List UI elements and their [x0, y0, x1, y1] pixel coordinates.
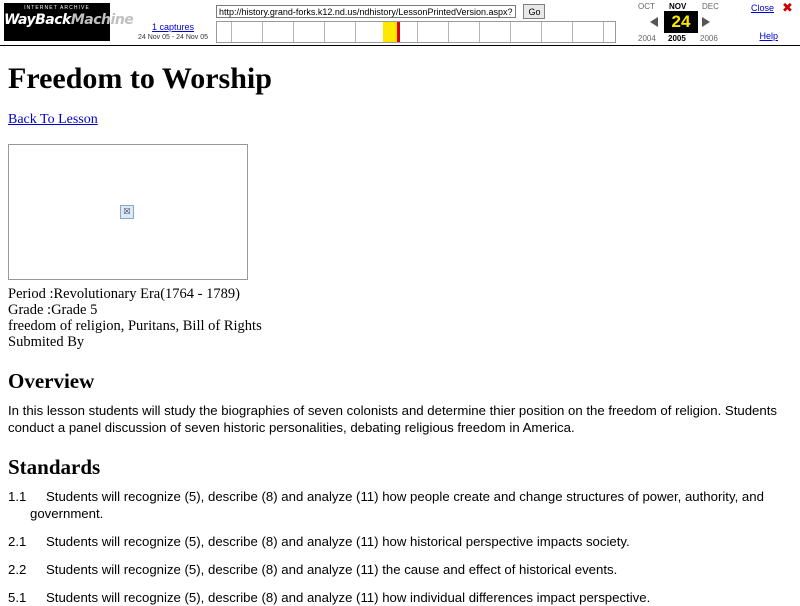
url-input[interactable] — [216, 5, 516, 18]
standard-item — [8, 561, 792, 578]
timeline-tick — [293, 22, 294, 42]
standard-item — [8, 533, 792, 550]
timeline-tick — [417, 22, 418, 42]
standard-text: Students will recognize (5), describe (8) and analyze (11) how people create and change structures of power, authority, and government. — [30, 489, 764, 521]
lesson-grade: Grade :Grade 5 — [8, 302, 98, 318]
month-previous[interactable]: OCT — [638, 2, 655, 11]
timeline-tick — [572, 22, 573, 42]
year-current: 2005 — [668, 34, 686, 43]
overview-paragraph: In this lesson students will study the biographies of seven colonists and determine thier position on the freedom of religion. Students conduct a panel discussion of seven historic personalities, debating religious freedom in America. — [8, 403, 777, 435]
timeline-tick — [262, 22, 263, 42]
timeline-tick — [324, 22, 325, 42]
captures-count-link[interactable]: 1 captures — [151, 22, 195, 32]
wayback-toolbar — [0, 0, 800, 46]
year-next[interactable]: 2006 — [700, 34, 718, 43]
timeline-current-capture-marker[interactable] — [397, 22, 400, 42]
lesson-page-content — [0, 46, 800, 606]
capture-day: 24 — [664, 11, 698, 33]
captures-block — [125, 22, 221, 43]
standard-number: 1.1 — [8, 489, 27, 504]
timeline-tick — [355, 22, 356, 42]
month-current: NOV — [669, 2, 687, 11]
lesson-submitted-by: Submited By — [8, 334, 85, 350]
standard-text: Students will recognize (5), describe (8) and analyze (11) the cause and effect of historical events. — [46, 562, 618, 577]
timeline-tick — [603, 22, 604, 42]
lesson-image-placeholder — [8, 144, 248, 280]
go-button[interactable]: Go — [523, 4, 545, 19]
standard-item — [8, 589, 792, 606]
lesson-period: Period :Revolutionary Era(1764 - 1789) — [8, 286, 240, 302]
month-next[interactable]: DEC — [702, 2, 719, 11]
close-icon[interactable]: ✖ — [782, 1, 793, 16]
standards-heading: Standards — [8, 455, 101, 479]
captures-date-range: 24 Nov 05 - 24 Nov 05 — [137, 34, 209, 41]
standard-number: 2.2 — [8, 562, 27, 577]
timeline-tick — [510, 22, 511, 42]
page-title: Freedom to Worship — [8, 62, 272, 95]
close-toolbar-link[interactable]: Close — [750, 3, 774, 13]
standard-number: 2.1 — [8, 534, 27, 549]
standard-text: Students will recognize (5), describe (8) and analyze (11) how individual differences impact perspective. — [46, 590, 651, 605]
wayback-machine-wordmark: WayBackMachine — [4, 12, 134, 28]
back-to-lesson-link[interactable]: Back To Lesson — [8, 112, 98, 127]
broken-image-icon: ☒ — [120, 205, 134, 219]
lesson-keywords: freedom of religion, Puritans, Bill of Rights — [8, 318, 262, 334]
timeline-tick — [231, 22, 232, 42]
next-capture-arrow-icon[interactable] — [702, 17, 710, 27]
previous-capture-arrow-icon[interactable] — [650, 17, 658, 27]
timeline-highlight-marker[interactable] — [383, 22, 397, 42]
timeline-tick — [541, 22, 542, 42]
standard-number: 5.1 — [8, 590, 27, 605]
year-previous[interactable]: 2004 — [638, 34, 656, 43]
capture-timeline[interactable] — [216, 21, 616, 43]
date-navigator — [636, 1, 732, 45]
internet-archive-label: INTERNET ARCHIVE — [24, 5, 90, 11]
wayback-machine-logo[interactable] — [4, 3, 134, 41]
timeline-tick — [448, 22, 449, 42]
standard-item — [8, 488, 792, 522]
overview-heading: Overview — [8, 369, 95, 393]
url-row — [216, 3, 556, 18]
timeline-tick — [479, 22, 480, 42]
help-link[interactable]: Help — [759, 31, 778, 41]
standard-text: Students will recognize (5), describe (8) and analyze (11) how historical perspective impacts society. — [46, 534, 630, 549]
